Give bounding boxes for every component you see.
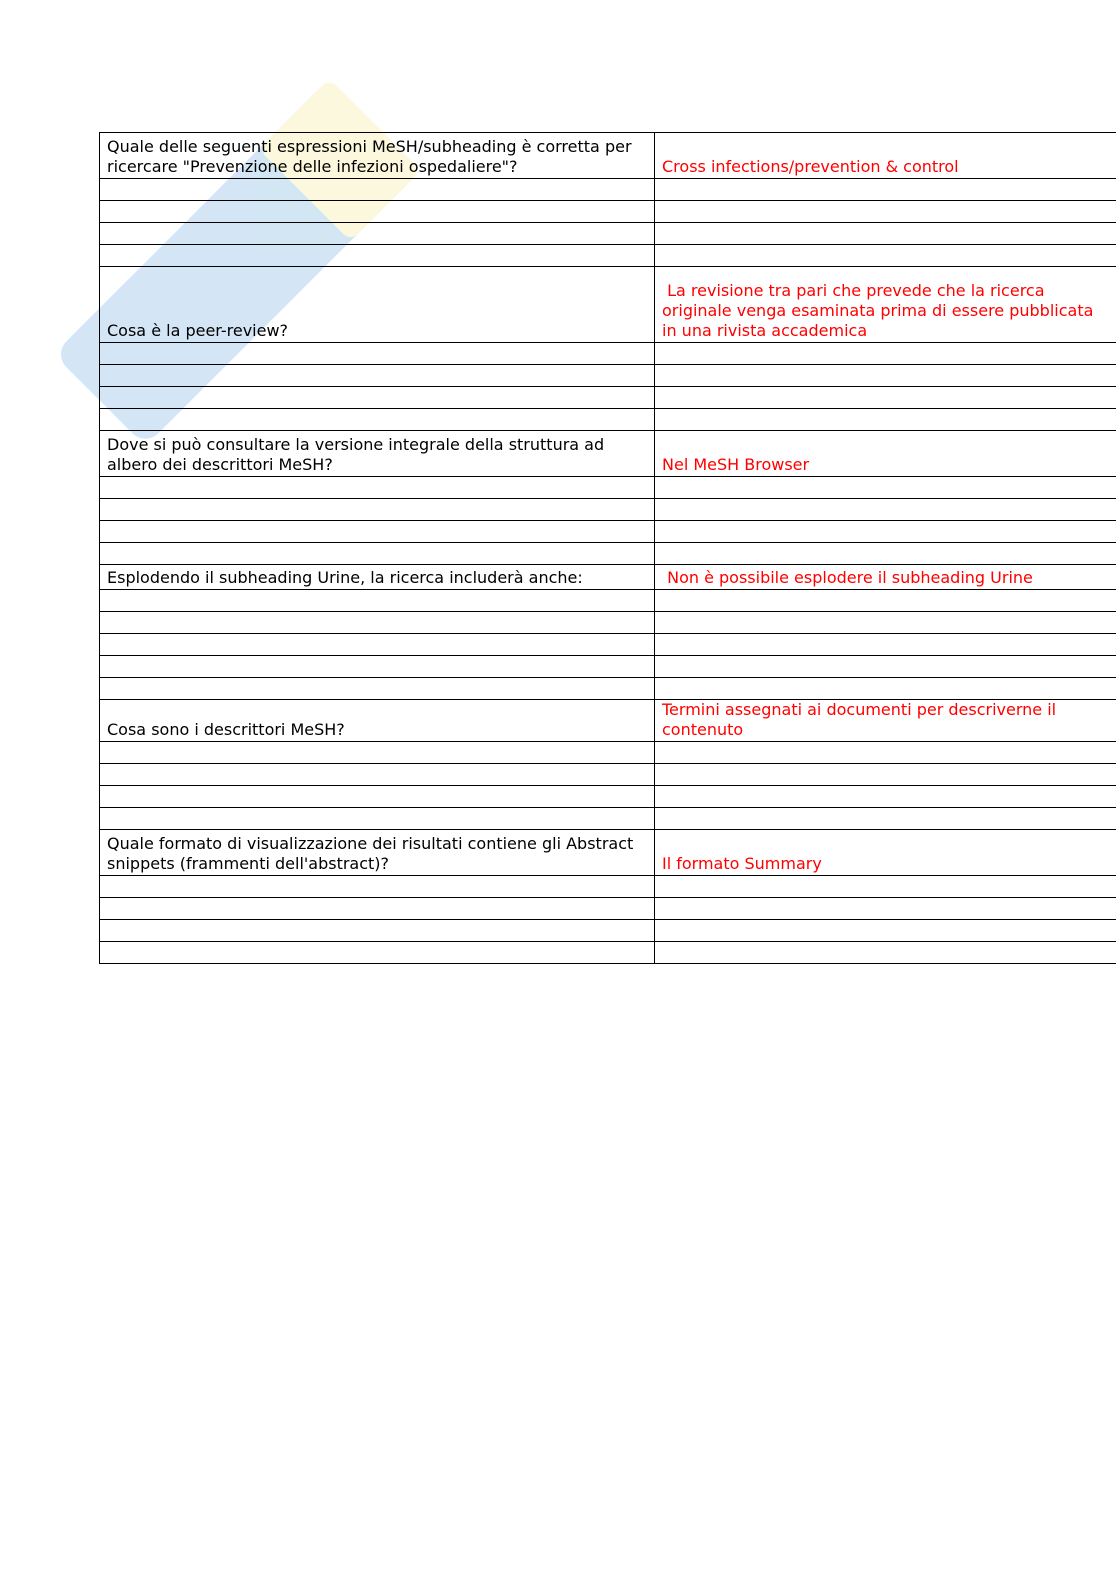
blank-row xyxy=(100,499,1116,521)
blank-row xyxy=(100,656,1116,678)
question-cell: Quale delle seguenti espressioni MeSH/subheading è corretta per ricercare "Prevenzione delle infezioni ospedaliere"? xyxy=(100,133,655,179)
blank-row xyxy=(100,764,1116,786)
answer-text: Il formato Summary xyxy=(662,854,822,873)
blank-row xyxy=(100,477,1116,499)
answer-cell xyxy=(655,565,1116,590)
answer-cell xyxy=(655,830,1116,876)
question-row xyxy=(100,133,1116,179)
blank-row xyxy=(100,678,1116,700)
blank-row xyxy=(100,223,1116,245)
blank-row xyxy=(100,590,1116,612)
blank-row xyxy=(100,365,1116,387)
blank-row xyxy=(100,876,1116,898)
blank-row xyxy=(100,201,1116,223)
blank-row xyxy=(100,179,1116,201)
blank-row xyxy=(100,387,1116,409)
blank-row xyxy=(100,409,1116,431)
blank-row xyxy=(100,343,1116,365)
question-cell: Quale formato di visualizzazione dei risultati contiene gli Abstract snippets (frammenti dell'abstract)? xyxy=(100,830,655,876)
answer-text: Non è possibile esplodere il subheading Urine xyxy=(662,568,1033,587)
blank-row xyxy=(100,245,1116,267)
answer-cell xyxy=(655,267,1116,343)
blank-row xyxy=(100,521,1116,543)
question-cell: Cosa sono i descrittori MeSH? xyxy=(100,700,655,742)
question-row xyxy=(100,700,1116,742)
answer-cell xyxy=(655,700,1116,742)
answer-text: Cross infections/prevention & control xyxy=(662,157,959,176)
blank-row xyxy=(100,898,1116,920)
question-row xyxy=(100,830,1116,876)
answer-text: La revisione tra pari che prevede che la ricerca originale venga esaminata prima di essere pubblicata in una rivista accademica xyxy=(662,281,1099,340)
blank-row xyxy=(100,786,1116,808)
blank-row xyxy=(100,612,1116,634)
answer-cell xyxy=(655,133,1116,179)
blank-row xyxy=(100,742,1116,764)
answer-text: Nel MeSH Browser xyxy=(662,455,810,474)
blank-row xyxy=(100,634,1116,656)
blank-row xyxy=(100,942,1116,964)
answer-cell xyxy=(655,431,1116,477)
answer-text: Termini assegnati ai documenti per descriverne il contenuto xyxy=(662,700,1062,739)
question-row xyxy=(100,431,1116,477)
blank-row xyxy=(100,808,1116,830)
question-cell: Cosa è la peer-review? xyxy=(100,267,655,343)
blank-row xyxy=(100,543,1116,565)
question-row xyxy=(100,267,1116,343)
blank-row xyxy=(100,920,1116,942)
qa-table xyxy=(99,132,1116,964)
question-cell: Dove si può consultare la versione integrale della struttura ad albero dei descrittori MeSH? xyxy=(100,431,655,477)
question-row xyxy=(100,565,1116,590)
question-cell: Esplodendo il subheading Urine, la ricerca includerà anche: xyxy=(100,565,655,590)
